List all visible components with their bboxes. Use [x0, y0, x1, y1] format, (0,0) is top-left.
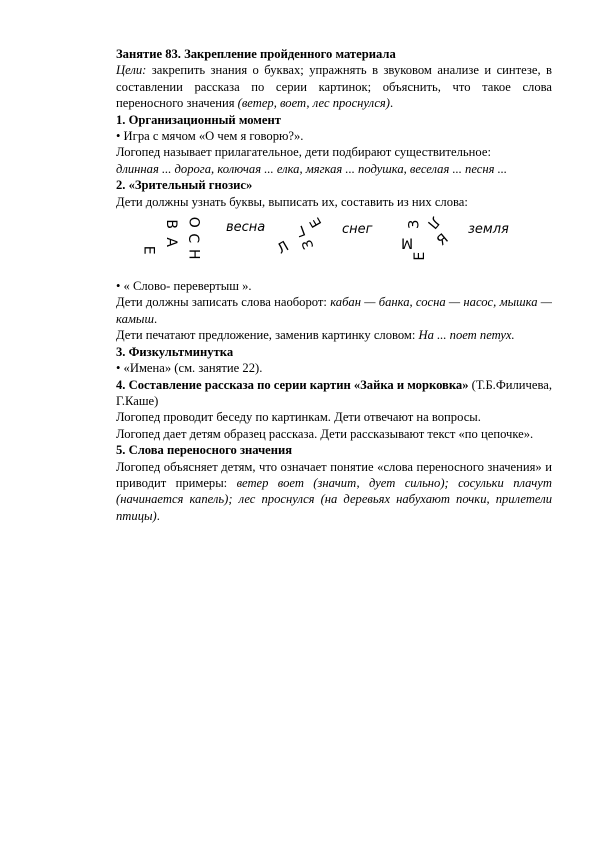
puzzle-letter: О [185, 216, 202, 228]
goals-label: Цели: [116, 63, 147, 78]
section-2-bullet: • « Слово- перевертыш ». [116, 279, 252, 294]
goals-paragraph [116, 62, 552, 111]
puzzle-letter: Я [433, 230, 452, 250]
puzzle-word: весна [226, 220, 266, 236]
puzzle-letter: З [406, 219, 423, 229]
reversal-instruction: Дети должны записать слова наоборот: [116, 295, 331, 310]
letter-puzzle [116, 212, 552, 270]
section-5-text [116, 459, 552, 525]
puzzle-letter: В [163, 219, 180, 230]
section-4-authors: (Т.Б.Филичева, Г.Каше) [116, 377, 552, 408]
section-3-bullet: • «Имена» (см. занятие 22). [116, 361, 263, 376]
figurative-end: . [156, 508, 160, 523]
section-1-bullet: • Игра с мячом «О чем я говорю?». [116, 129, 304, 144]
puzzle-letter: З [299, 237, 318, 252]
section-3-heading: 3. Физкультминутка [116, 344, 234, 359]
figurative-intro: Логопед объясняет детям, что означает понятие «слова переносного значения» и приводит примеры: [116, 459, 552, 490]
goals-end: . [389, 96, 394, 111]
puzzle-word: снег [342, 222, 373, 238]
section-5-heading: 5. Слова переносного значения [116, 443, 293, 458]
goals-text: закрепить знания о буквах; упражнять в звуковом анализе и синтезе, в составлении рассказа по серии картинок; объяснить, что такое слова переносного значения [116, 63, 552, 111]
sentence-example: На ... поет петух. [418, 328, 515, 343]
figurative-examples: ветер воет (значит, дует сильно); сосульки плачут (начинается капель); лес проснулся (на деревьях набухают почки, прилетели птицы) [116, 475, 552, 523]
sentence-instruction: Дети печатают предложение, заменив картинку словом: [116, 328, 419, 343]
puzzle-letter: Л [274, 238, 292, 258]
puzzle-letter: Е [140, 245, 157, 255]
document-page [116, 46, 552, 524]
puzzle-letter: Е [307, 214, 326, 231]
section-1-heading: 1. Организационный момент [116, 112, 281, 127]
section-1-examples: длинная ... дорога, колючая ... елка, мягкая ... подушка, веселая ... песня ... [116, 161, 508, 176]
goals-examples: (ветер, воет, лес проснулся) [237, 96, 390, 111]
puzzle-letter: Н [185, 249, 202, 260]
puzzle-letter: Е [412, 251, 429, 261]
section-2-heading: 2. «Зрительный гнозис» [116, 178, 253, 193]
lesson-title: Занятие 83. Закрепление пройденного материала [116, 47, 396, 61]
puzzle-letter: Г [293, 221, 308, 240]
puzzle-letter: А [162, 237, 179, 248]
puzzle-letter: С [185, 233, 202, 244]
section-4-text1: Логопед проводит беседу по картинкам. Дети отвечают на вопросы. [116, 410, 481, 425]
section-4-heading: 4. Составление рассказа по серии картин «Зайка и морковка» [116, 377, 469, 392]
section-2-text: Дети должны узнать буквы, выписать их, составить из них слова: [116, 194, 468, 209]
puzzle-letter: М [401, 234, 414, 251]
reversal-end: . [153, 311, 158, 326]
reversal-examples: кабан — банка, сосна — насос, мышка — камыш [116, 295, 553, 326]
section-4-text2: Логопед дает детям образец рассказа. Дети рассказывают текст «по цепочке». [116, 426, 534, 441]
section-4-heading-line [116, 377, 552, 410]
section-1-text: Логопед называет прилагательное, дети подбирают существительное: [116, 145, 491, 160]
section-2-text3 [116, 327, 552, 343]
puzzle-letter: Л [423, 213, 443, 232]
puzzle-word: земля [468, 222, 509, 238]
section-2-text2 [116, 294, 552, 327]
